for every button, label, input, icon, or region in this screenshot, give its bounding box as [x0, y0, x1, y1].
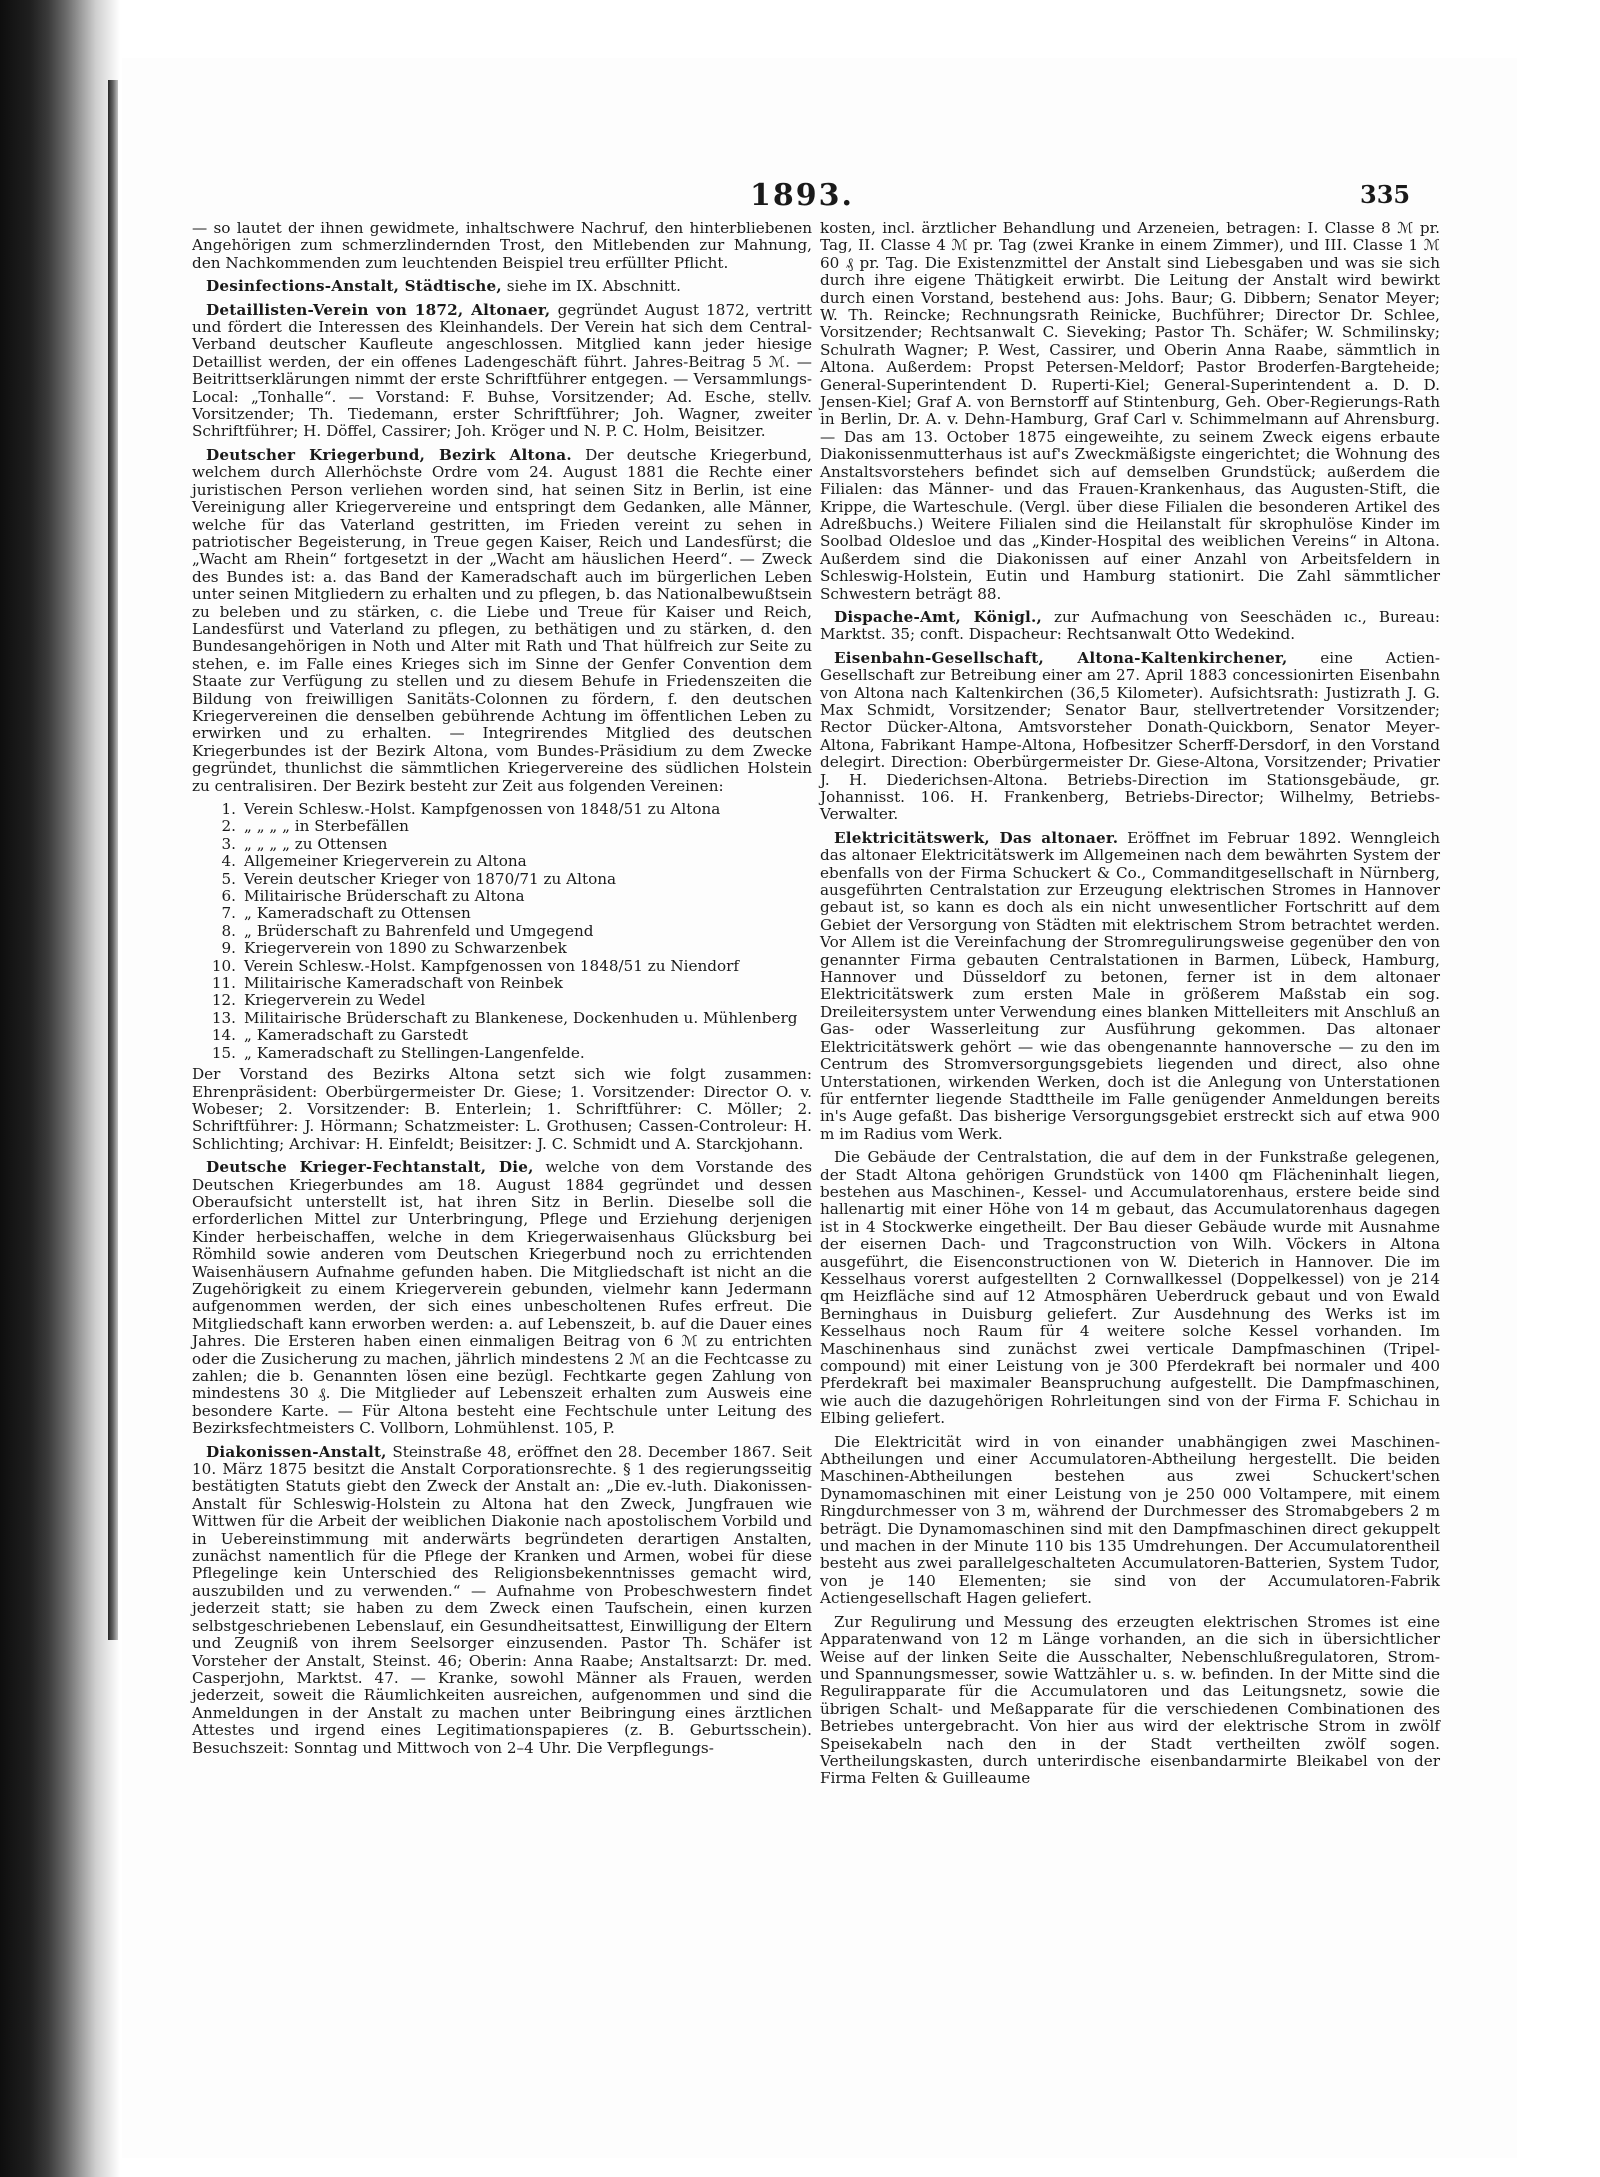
list-item-number: 14.: [211, 1027, 236, 1045]
directory-entry: [820, 830, 1440, 1143]
list-item: [202, 1010, 812, 1027]
list-item: [202, 836, 812, 853]
list-item: [202, 923, 812, 940]
list-item: [202, 801, 812, 818]
directory-entry: [820, 609, 1440, 644]
list-item-text: „ „ „ „ zu Ottensen: [244, 835, 388, 853]
paragraph: [192, 220, 812, 272]
directory-entry: [192, 278, 812, 295]
association-list: [202, 801, 812, 1062]
entry-text: zur Aufmachung von Seeschäden ıc., Bureau: Marktst. 35; conft. Dispacheur: Rechtsanwalt Otto Wedekind.: [820, 607, 1440, 644]
entry-heading: Desinfections-Anstalt, Städtische,: [206, 277, 502, 296]
entry-heading: Detaillisten-Verein von 1872, Altonaer,: [206, 300, 551, 319]
list-item-text: Militairische Brüderschaft zu Altona: [244, 888, 525, 906]
list-item-number: 11.: [211, 975, 236, 993]
entry-text: — so lautet der ihnen gewidmete, inhaltschwere Nachruf, den hinterbliebenen Angehörigen zum schmerzlindernden Trost, den Mitlebenden zur Mahnung, den Nachkommenden zum leuchtenden Beispiel treu erfüllter Pflicht.: [192, 219, 812, 272]
list-item-number: 12.: [211, 992, 236, 1010]
directory-entry: [820, 650, 1440, 824]
left-text-column: [192, 220, 812, 1763]
list-item-text: Verein deutscher Krieger von 1870/71 zu Altona: [244, 870, 617, 888]
list-item: [202, 940, 812, 957]
list-item-number: 3.: [221, 835, 236, 853]
list-item-number: 10.: [211, 957, 236, 975]
list-item-text: Kriegerverein von 1890 zu Schwarzenbek: [244, 940, 567, 958]
directory-entry: [192, 302, 812, 441]
entry-heading: Dispache-Amt, Königl.,: [834, 607, 1042, 626]
list-item-text: „ Kameradschaft zu Garstedt: [244, 1027, 468, 1045]
paragraph: [192, 1066, 812, 1153]
list-item-number: 9.: [221, 940, 236, 958]
list-item-text: Militairische Kameradschaft von Reinbek: [244, 975, 563, 993]
list-item: [202, 905, 812, 922]
list-item: [202, 975, 812, 992]
directory-entry: [192, 1444, 812, 1757]
list-item-number: 8.: [221, 922, 236, 940]
list-item-number: 5.: [221, 870, 236, 888]
list-item-text: Verein Schlesw.-Holst. Kampfgenossen von 1848/51 zu Niendorf: [244, 957, 740, 975]
gutter-edge: [108, 80, 118, 1640]
entry-text: kosten, incl. ärztlicher Behandlung und Arzeneien, betragen: I. Classe 8 ℳ pr. Tag, II. Classe 4 ℳ pr. Tag (zwei Kranke in einem Zimmer), und III. Classe 1 ℳ 60 ₰ pr. Tag. Die Existenzmittel der Anstalt sind Liebesgaben und was sie sich durch ihre eigene Thätigkeit erwirbt. Die Leitung der Anstalt wird bewirkt durch einen Vorstand, bestehend aus: Johs. Baur; G. Dibbern; Senator Meyer; W. Th. Reincke; Rechnungsrath Reinicke, Buchführer; Director Dr. Schlee, Vorsitzender; Rechtsanwalt C. Sieveking; Pastor Th. Schäfer; W. Schmilinsky; Schulrath Wagner; P. West, Cassirer, und Oberin Anna Raabe, sämmtlich in Altona. Außerdem: Propst Petersen-Meldorf; Pastor Broderfen-Bargteheide; General-Superintendent D. Ruperti-Kiel; General-Superintendent a. D. D. Jensen-Kiel; Graf A. von Bernstorff auf Stintenburg, Geh. Ober-Regierungs-Rath in Berlin, Dr. A. v. Dehn-Hamburg, Graf Carl v. Schimmelmann auf Ahrensburg. — Das am 13. October 1875 eingeweihte, zu seinem Zweck eigens erbaute Diakonissenmutterhaus ist auf's Zweckmäßigste eingerichtet; die Wohnung des Anstaltsvorstehers befindet sich auf demselben Grundstück; außerdem die Filialen: das Männer- und das Frauen-Krankenhaus, das Augusten-Stift, die Krippe, die Warteschule. (Vergl. über diese Filialen die besonderen Artikel des Adreßbuchs.) Weitere Filialen sind die Heilanstalt für skrophulöse Kinder im Soolbad Oldesloe und das „Kinder-Hospital des weiblichen Vereins“ in Altona. Außerdem sind die Diakonissen auf einer Anzahl von Arbeitsfeldern in Schleswig-Holstein, Eutin und Hamburg stationirt. Die Zahl sämmtlicher Schwestern beträgt 88.: [820, 219, 1440, 603]
paragraph: [820, 1614, 1440, 1788]
list-item-text: „ „ „ „ in Sterbefällen: [244, 818, 409, 836]
entry-text: Eröffnet im Februar 1892. Wenngleich das altonaer Elektricitätswerk im Allgemeinen nach dem bewährten System der ebenfalls von der Firma Schuckert & Co., Commanditgesellschaft in Nürnberg, ausgeführten Centralstation zur Erzeugung elektrischen Stromes in Hannover gebaut ist, so kann es doch als ein nicht unwesentlicher Fortschritt auf dem Gebiet der Versorgung von Städten mit elektrischem Strom betrachtet werden. Vor Allem ist die Vereinfachung der Stromregulirungsweise gegenüber den von genannter Firma gebauten Centralstationen in Barmen, Lübeck, Hamburg, Hannover und Düsseldorf zu betonen, ferner ist in dem altonaer Elektricitätswerk zum ersten Male in größerem Maßstab ein sog. Dreileitersystem unter Verwendung eines blanken Mittelleiters mit Anschluß an Gas- oder Wasserleitung zur Ausführung gekommen. Das altonaer Elektricitätswerk gehört — wie das obengenannte hannoversche — zu den im Centrum des Stromversorgungsgebiets liegenden und direct, also ohne Unterstationen, wirkenden Werken, doch ist die Anlegung von Unterstationen für entfernter liegende Stadttheile im Falle genügender Anmeldungen bereits in's Auge gefaßt. Das bisherige Versorgungsgebiet erstreckt sich auf etwa 900 m im Radius vom Werk.: [820, 828, 1440, 1143]
list-item: [202, 853, 812, 870]
page-number: 335: [1360, 180, 1411, 209]
list-item: [202, 958, 812, 975]
paragraph: [820, 220, 1440, 603]
entry-heading: Elektricitätswerk, Das altonaer.: [834, 828, 1119, 847]
entry-text: Die Elektricität wird in von einander unabhängigen zwei Maschinen-Abtheilungen und einer Accumulatoren-Abtheilung hergestellt. Die beiden Maschinen-Abtheilungen bestehen aus zwei Schuckert'schen Dynamomaschinen mit einer Leistung von je 250 000 Voltampere, mit einem Ringdurchmesser von 3 m, während der Durchmesser des Stromabgebers 2 m beträgt. Die Dynamomaschinen sind mit den Dampfmaschinen direct gekuppelt und machen in der Minute 110 bis 135 Umdrehungen. Der Accumulatorentheil besteht aus zwei parallelgeschalteten Accumulatoren-Batterien, System Tudor, von je 140 Elementen; sie sind von der Accumulatoren-Fabrik Actiengesellschaft Hagen geliefert.: [820, 1432, 1440, 1608]
entry-heading: Deutsche Krieger-Fechtanstalt, Die,: [206, 1158, 534, 1177]
entry-text: gegründet August 1872, vertritt und fördert die Interessen des Kleinhandels. Der Verein hat sich dem Central-Verband deutscher Kaufleute angeschlossen. Mitglied kann jeder hiesige Detaillist werden, der ein offenes Ladengeschäft führt. Jahres-Beitrag 5 ℳ. — Beitrittserklärungen nimmt der erste Schriftführer entgegen. — Versammlungs-Local: „Tonhalle“. — Vorstand: F. Buhse, Vorsitzender; Ad. Esche, stellv. Vorsitzender; Th. Tiedemann, erster Schriftführer; Joh. Wagner, zweiter Schriftführer; H. Döffel, Cassirer; Joh. Kröger und N. P. C. Holm, Beisitzer.: [192, 300, 813, 441]
directory-entry: [192, 447, 812, 795]
entry-text: eine Actien-Gesellschaft zur Betreibung einer am 27. April 1883 concessionirten Eisenbahn von Altona nach Kaltenkirchen (36,5 Kilometer). Aufsichtsrath: Justizrath J. G. Max Schmidt, Vorsitzender; Senator Baur, stellvertretender Vorsitzender; Rector Dücker-Altona, Amtsvorsteher Donath-Quickborn, Senator Meyer-Altona, Fabrikant Hampe-Altona, Hofbesitzer Scherff-Dersdorf, in den Vorstand delegirt. Direction: Oberbürgermeister Dr. Giese-Altona, Vorsitzender; Privatier J. H. Diederichsen-Altona. Betriebs-Direction im Stationsgebäude, gr. Johannisst. 106. H. Frankenberg, Betriebs-Director; Wilhelmy, Betriebs-Verwalter.: [820, 648, 1441, 824]
running-header-year: 1893.: [750, 178, 854, 213]
entry-text: Zur Regulirung und Messung des erzeugten elektrischen Stromes ist eine Apparatenwand von 12 m Länge vorhanden, an die sich in übersichtlicher Weise auf der linken Seite die Ausschalter, Nebenschlußregulatoren, Strom- und Spannungsmesser, sowie Wattzähler u. s. w. befinden. In der Mitte sind die Regulirapparate für die Accumulatoren und das Leitungsnetz, sowie die übrigen Schalt- und Meßapparate für die verschiedenen Combinationen des Betriebes untergebracht. Von hier aus wird der elektrische Strom in zwölf Speisekabeln nach den in der Stadt vertheilten zwölf sogen. Vertheilungskasten, durch unterirdische eisenbandarmirte Bleikabel von der Firma Felten & Guilleaume: [820, 1612, 1440, 1788]
list-item-text: „ Brüderschaft zu Bahrenfeld und Umgegend: [244, 922, 594, 940]
list-item-number: 7.: [221, 905, 236, 923]
list-item-text: Militairische Brüderschaft zu Blankenese, Dockenhuden u. Mühlenberg: [244, 1009, 798, 1027]
list-item: [202, 818, 812, 835]
entry-text: Die Gebäude der Centralstation, die auf dem in der Funkstraße gelegenen, der Stadt Altona gehörigen Grundstück von 1400 qm Flächeninhalt liegen, bestehen aus Maschinen-, Kessel- und Accumulatorenhaus, erstere beide sind hallenartig mit einer Höhe von 14 m gebaut, das Accumulatorenhaus dagegen ist in 4 Stockwerke eingetheilt. Der Bau dieser Gebäude wurde mit Ausnahme der eisernen Dach- und Tragconstruction von Wilh. Vöckers in Altona ausgeführt, die Eisenconstructionen von W. Dieterich in Hannover. Die im Kesselhaus vorerst aufgestellten 2 Cornwallkessel (Doppelkessel) von je 214 qm Heizfläche sind auf 12 Atmosphären Ueberdruck gebaut und von Ewald Berninghaus in Duisburg geliefert. Zur Ausdehnung des Werks ist im Kesselhaus noch Raum für 4 weitere solche Kessel vorhanden. Im Maschinenhaus sind zunächst zwei verticale Dampfmaschinen (Tripel-compound) mit einer Leistung von je 300 Pferdekraft bei normaler und 400 Pferdekraft bei maximaler Beanspruchung aufgestellt. Die Dampfmaschinen, wie auch die dazugehörigen Rohrleitungen sind von der Firma F. Schichau in Elbing geliefert.: [820, 1148, 1440, 1428]
directory-entry: [192, 1159, 812, 1438]
list-item-text: „ Kameradschaft zu Stellingen-Langenfelde.: [244, 1044, 585, 1062]
list-item-text: „ Kameradschaft zu Ottensen: [244, 905, 471, 923]
list-item-number: 1.: [221, 801, 236, 818]
entry-heading: Diakonissen-Anstalt,: [206, 1442, 387, 1461]
list-item-number: 2.: [221, 818, 236, 836]
entry-heading: Eisenbahn-Gesellschaft, Altona-Kaltenkirchener,: [834, 648, 1288, 667]
right-text-column: [820, 220, 1440, 1794]
list-item: [202, 992, 812, 1009]
entry-text: welche von dem Vorstande des Deutschen Kriegerbundes am 18. August 1884 gegründet und dessen Oberaufsicht unterstellt ist, hat ihren Sitz in Berlin. Dieselbe soll die erforderlichen Mittel zur Unterbringung, Pflege und Erziehung derjenigen Kinder herbeischaffen, welche in dem Kriegerwaisenhaus Glücksburg bei Römhild sowie anderen vom Deutschen Kriegerbund noch zu errichtenden Waisenhäusern Aufnahme gefunden haben. Die Mitgliedschaft ist nicht an die Zugehörigkeit zu einem Kriegerverein gebunden, vielmehr kann Jedermann aufgenommen werden, der sich eines unbescholtenen Rufes erfreut. Die Mitgliedschaft kann erworben werden: a. auf Lebenszeit, b. auf die Dauer eines Jahres. Die Ersteren haben einen einmaligen Beitrag von 6 ℳ zu entrichten oder die Zusicherung zu machen, jährlich mindestens 2 ℳ an die Fechtcasse zu zahlen; die b. Genannten lösen eine bezügl. Fechtkarte gegen Zahlung von mindestens 30 ₰. Die Mitglieder auf Lebenszeit erhalten zum Ausweis eine besondere Karte. — Für Altona besteht eine Fechtschule unter Leitung des Bezirksfechtmeisters C. Vollborn, Lohmühlenst. 105, P.: [192, 1158, 812, 1438]
list-item-number: 13.: [211, 1009, 236, 1027]
list-item: [202, 1027, 812, 1044]
paragraph: [820, 1434, 1440, 1608]
list-item-text: Verein Schlesw.-Holst. Kampfgenossen von 1848/51 zu Altona: [244, 801, 721, 818]
list-item-number: 15.: [211, 1044, 236, 1062]
entry-text: Der deutsche Kriegerbund, welchem durch Allerhöchste Ordre vom 24. August 1881 die Rechte einer juristischen Person verliehen worden sind, hat seinen Sitz in Berlin, ist eine Vereinigung aller Kriegervereine und entspringt dem Gedanken, alle Männer, welche für das Vaterland gestritten, im Frieden vereint zu sehen in patriotischer Begeisterung, in Treue gegen Kaiser, Reich und Landesfürst; die „Wacht am Rhein“ fortgesetzt in der „Wacht am häuslichen Heerd“. — Zweck des Bundes ist: a. das Band der Kameradschaft auch im bürgerlichen Leben unter seinen Mitgliedern zu erhalten und zu pflegen, b. das Nationalbewußtsein zu beleben und zu stärken, c. die Liebe und Treue für Kaiser und Reich, Landesfürst und Vaterland zu pflegen, zu bethätigen und zu stärken, d. den Bundesangehörigen in Noth und Alter mit Rath und That hülfreich zur Seite zu stehen, e. im Falle eines Krieges sich im Sinne der Genfer Convention dem Staate zur Verfügung zu stellen und zu diesem Behufe in Friedenszeiten die Bildung von freiwilligen Sanitäts-Colonnen zu fördern, f. den deutschen Kriegervereinen die denselben gebührende Achtung im öffentlichen Leben zu erwirken und zu erhalten. — Integrirendes Mitglied des deutschen Kriegerbundes ist der Bezirk Altona, vom Bundes-Präsidium zu dem Zwecke gegründet, thunlichst die sämmtlichen Kriegervereine des südlichen Holstein zu centralisiren. Der Bezirk besteht zur Zeit aus folgenden Vereinen:: [192, 445, 813, 795]
entry-text: Der Vorstand des Bezirks Altona setzt sich wie folgt zusammen: Ehrenpräsident: Oberbürgermeister Dr. Giese; 1. Vorsitzender: Director O. v. Wobeser; 2. Vorsitzender: B. Enterlein; 1. Schriftführer: C. Möller; 2. Schriftführer: J. Hörmann; Schatzmeister: L. Grothusen; Cassen-Controleur: H. Schlichting; Archivar: H. Einfeldt; Beisitzer: J. C. Schmidt und A. Starckjohann.: [192, 1065, 812, 1153]
entry-text: siehe im IX. Abschnitt.: [506, 277, 681, 296]
entry-heading: Deutscher Kriegerbund, Bezirk Altona.: [206, 445, 572, 464]
book-binding-shadow: [0, 0, 120, 2177]
paragraph: [820, 1149, 1440, 1428]
list-item: [202, 1045, 812, 1062]
list-item-text: Allgemeiner Kriegerverein zu Altona: [244, 853, 527, 871]
list-item-number: 6.: [221, 888, 236, 906]
entry-text: Steinstraße 48, eröffnet den 28. December 1867. Seit 10. März 1875 besitzt die Anstalt Corporationsrechte. § 1 des regierungsseitig bestätigten Statuts giebt den Zweck der Anstalt an: „Die ev.-luth. Diakonissen-Anstalt für Schleswig-Holstein zu Altona hat den Zweck, Jungfrauen wie Wittwen für die Arbeit der weiblichen Diakonie nach apostolischem Vorbild und in Uebereinstimmung mit anderwärts begründeten derartigen Anstalten, zunächst namentlich für die Pflege der Kranken und Armen, wobei für diese Pflegelinge kein Unterschied des Religionsbekenntnisses gemacht wird, auszubilden und zu verwenden.“ — Aufnahme von Probeschwestern findet jederzeit statt; sie haben zu dem Zweck einen Taufschein, einen kurzen selbstgeschriebenen Lebenslauf, ein Gesundheitsattest, Einwilligung der Eltern und Zeugniß von ihrem Seelsorger einzusenden. Pastor Th. Schäfer ist Vorsteher der Anstalt, Steinst. 46; Oberin: Anna Raabe; Anstaltsarzt: Dr. med. Casperjohn, Marktst. 47. — Kranke, sowohl Männer als Frauen, werden jederzeit, soweit die Räumlichkeiten ausreichen, aufgenommen und sind die Anmeldungen in der Anstalt zu machen unter Beibringung eines ärztlichen Attestes und irgend eines Legitimationspapieres (z. B. Geburtsschein). Besuchszeit: Sonntag und Mittwoch von 2–4 Uhr. Die Verpflegungs-: [192, 1442, 812, 1757]
list-item-number: 4.: [221, 853, 236, 871]
list-item: [202, 871, 812, 888]
list-item: [202, 888, 812, 905]
list-item-text: Kriegerverein zu Wedel: [244, 992, 426, 1010]
